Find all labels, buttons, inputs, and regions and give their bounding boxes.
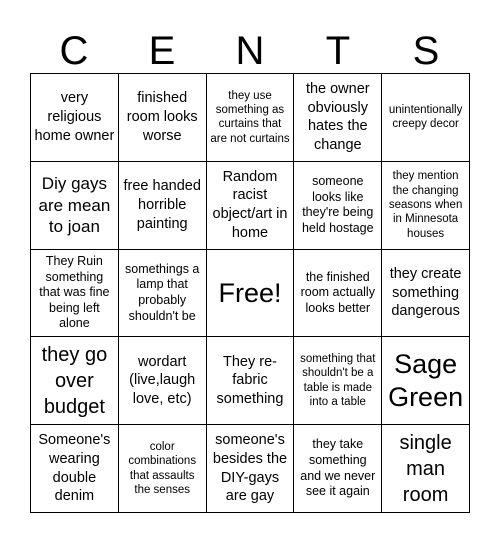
bingo-cell-r5c5[interactable]: single man room	[382, 425, 470, 513]
bingo-cell-r5c2[interactable]: color combinations that assaults the senses	[119, 425, 207, 513]
bingo-cell-r3c1[interactable]: They Ruin something that was fine being left alone	[31, 250, 119, 338]
bingo-cell-r2c3[interactable]: Random racist object/art in home	[207, 162, 295, 250]
bingo-cell-r2c5[interactable]: they mention the changing seasons when in Minnesota houses	[382, 162, 470, 250]
bingo-cell-r3c2[interactable]: somethings a lamp that probably shouldn't be	[119, 250, 207, 338]
bingo-cell-r1c5[interactable]: unintentionally creepy decor	[382, 74, 470, 162]
bingo-cell-r4c2[interactable]: wordart (live,laugh love, etc)	[119, 337, 207, 425]
bingo-cell-r3c4[interactable]: the finished room actually looks better	[294, 250, 382, 338]
bingo-cell-r2c4[interactable]: someone looks like they're being held hostage	[294, 162, 382, 250]
bingo-cell-free[interactable]: Free!	[207, 250, 295, 338]
bingo-cell-r5c1[interactable]: Someone's wearing double denim	[31, 425, 119, 513]
header-letter-s: S	[412, 29, 440, 73]
bingo-cell-r1c3[interactable]: they use something as curtains that are not curtains	[207, 74, 295, 162]
bingo-cell-r1c2[interactable]: finished room looks worse	[119, 74, 207, 162]
bingo-cell-r4c1[interactable]: they go over budget	[31, 337, 119, 425]
bingo-cell-r5c4[interactable]: they take something and we never see it again	[294, 425, 382, 513]
bingo-header	[30, 20, 470, 72]
header-letter-t: T	[325, 29, 351, 73]
bingo-cell-r2c2[interactable]: free handed horrible painting	[119, 162, 207, 250]
bingo-cell-r5c3[interactable]: someone's besides the DIY-gays are gay	[207, 425, 295, 513]
bingo-cell-r4c4[interactable]: something that shouldn't be a table is made into a table	[294, 337, 382, 425]
bingo-cell-r3c5[interactable]: they create something dangerous	[382, 250, 470, 338]
header-letter-n: N	[235, 29, 265, 73]
header-letter-c: C	[59, 29, 89, 73]
bingo-cell-r2c1[interactable]: Diy gays are mean to joan	[31, 162, 119, 250]
bingo-cell-r4c5[interactable]: Sage Green	[382, 337, 470, 425]
bingo-cell-r1c4[interactable]: the owner obviously hates the change	[294, 74, 382, 162]
bingo-cell-r4c3[interactable]: They re-fabric something	[207, 337, 295, 425]
header-letter-e: E	[148, 29, 176, 73]
bingo-cell-r1c1[interactable]: very religious home owner	[31, 74, 119, 162]
bingo-grid	[30, 73, 470, 513]
